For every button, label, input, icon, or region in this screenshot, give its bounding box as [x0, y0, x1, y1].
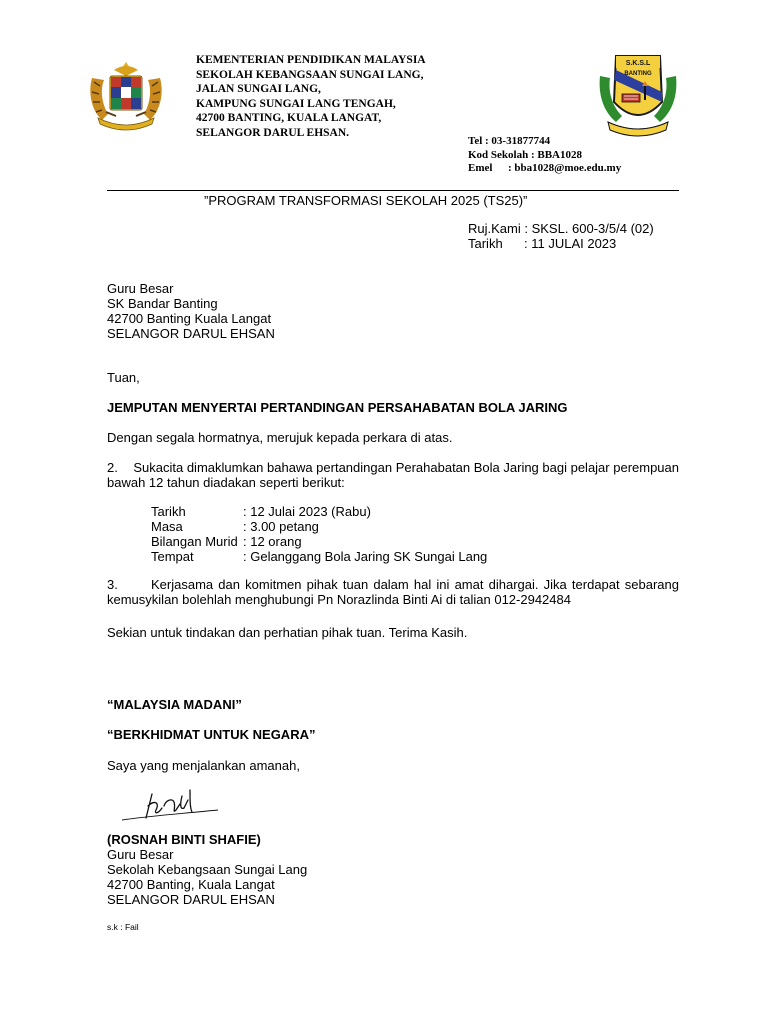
detail-label: Tarikh [151, 504, 186, 519]
paragraph-2-rest: bawah 12 tahun diadakan seperti berikut: [107, 475, 345, 490]
signatory-block [107, 832, 307, 907]
address-line: 42700 BANTING, KUALA LANGAT, [196, 112, 382, 124]
recipient-line: 42700 Banting Kuala Langat [107, 311, 272, 326]
signature-image [118, 780, 228, 828]
date-row [468, 236, 654, 251]
paragraph-number: 2. [107, 460, 118, 475]
paragraph-2 [107, 460, 679, 490]
school-name: SEKOLAH KEBANGSAAN SUNGAI LANG, [196, 68, 424, 81]
school-code: Kod Sekolah : BBA1028 [468, 148, 582, 161]
salutation: Tuan, [107, 370, 140, 385]
paragraph-3 [107, 577, 679, 607]
ministry-name: KEMENTERIAN PENDIDIKAN MALAYSIA [196, 54, 426, 66]
email-address: : bba1028@moe.edu.my [508, 162, 622, 174]
event-details [151, 504, 487, 564]
program-title: ”PROGRAM TRANSFORMASI SEKOLAH 2025 (TS25)” [204, 193, 528, 208]
signatory-name: (ROSNAH BINTI SHAFIE) [107, 832, 261, 847]
date-value: : 11 JULAI 2023 [524, 236, 617, 251]
recipient-address [107, 281, 275, 341]
malaysia-coat-of-arms-icon [86, 58, 166, 138]
recipient-line: Guru Besar [107, 281, 174, 296]
copy-to: s.k : Fail [107, 922, 139, 932]
reference-number: Ruj.Kami : SKSL. 600-3/5/4 (02) [468, 221, 654, 236]
recipient-line: SK Bandar Banting [107, 296, 218, 311]
email-label: Emel [468, 162, 493, 174]
reference-block [468, 221, 654, 251]
paragraph-3-rest: kemusykilan bolehlah menghubungi Pn Norazlinda Binti Ai di talian 012-2942484 [107, 592, 571, 607]
detail-label: Masa [151, 519, 183, 534]
recipient-line: SELANGOR DARUL EHSAN [107, 326, 275, 341]
subject-line: JEMPUTAN MENYERTAI PERTANDINGAN PERSAHABATAN BOLA JARING [107, 400, 568, 415]
date-label: Tarikh [468, 236, 503, 251]
svg-text:BANTING: BANTING [624, 71, 652, 77]
signatory-line: SELANGOR DARUL EHSAN [107, 892, 275, 907]
detail-label: Bilangan Murid [151, 534, 238, 549]
detail-value: : 12 orang [243, 534, 302, 549]
paragraph-1: Dengan segala hormatnya, merujuk kepada perkara di atas. [107, 430, 453, 445]
detail-value: : 3.00 petang [243, 519, 319, 534]
detail-row [151, 534, 487, 549]
contact-block [468, 135, 621, 176]
address-line: JALAN SUNGAI LANG, [196, 83, 321, 95]
detail-value: : 12 Julai 2023 (Rabu) [243, 504, 371, 519]
address-line: KAMPUNG SUNGAI LANG TENGAH, [196, 97, 396, 110]
motto-berkhidmat: “BERKHIDMAT UNTUK NEGARA” [107, 727, 316, 742]
detail-row [151, 519, 487, 534]
svg-text:S.K.S.L: S.K.S.L [625, 60, 651, 67]
trust-line: Saya yang menjalankan amanah, [107, 758, 300, 773]
header-divider [107, 190, 679, 191]
detail-row [151, 549, 487, 564]
school-crest-icon [592, 48, 684, 140]
email-row [468, 162, 621, 176]
paragraph-2-first-line: Sukacita dimaklumkan bahawa pertandingan Perahabatan Bola Jaring bagi pelajar perempuan [133, 460, 679, 475]
paragraph-3-first-line: Kerjasama dan komitmen pihak tuan dalam hal ini amat dihargai. Jika terdapat sebarang [151, 577, 679, 592]
signatory-line: Guru Besar [107, 847, 174, 862]
phone-number: Tel : 03-31877744 [468, 135, 551, 147]
detail-value: : Gelanggang Bola Jaring SK Sungai Lang [243, 549, 488, 564]
detail-label: Tempat [151, 549, 194, 564]
signatory-line: 42700 Banting, Kuala Langat [107, 877, 275, 892]
letterhead-address-block [196, 53, 426, 140]
detail-row [151, 504, 487, 519]
signatory-line: Sekolah Kebangsaan Sungai Lang [107, 862, 308, 877]
motto-madani: “MALAYSIA MADANI” [107, 697, 242, 712]
address-line: SELANGOR DARUL EHSAN. [196, 126, 350, 139]
paragraph-number: 3. [107, 577, 118, 592]
closing-line: Sekian untuk tindakan dan perhatian pihak tuan. Terima Kasih. [107, 625, 468, 640]
